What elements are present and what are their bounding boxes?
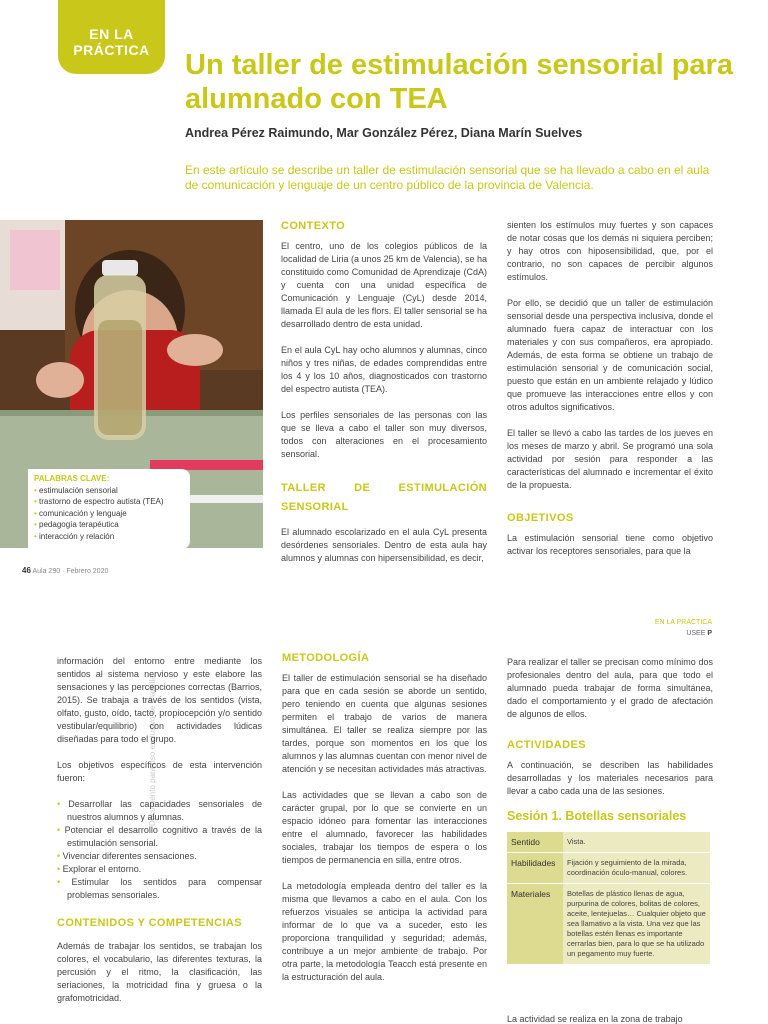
table-value: Vista. — [563, 832, 710, 853]
heading-actividades: ACTIVIDADES — [507, 739, 586, 751]
heading-contenidos: CONTENIDOS Y COMPETENCIAS — [57, 917, 243, 929]
issue-label: Aula 290 · Febrero 2020 — [32, 568, 109, 575]
running-head-sub: USEE — [686, 630, 706, 637]
table-key: Habilidades — [507, 853, 563, 884]
article-authors: Andrea Pérez Raimundo, Mar González Pérez, Diana Marín Suelves — [185, 126, 583, 140]
page2-column-3-continuation — [507, 1013, 713, 1024]
table-row — [507, 884, 710, 965]
paragraph: información del entorno entre mediante los sentidos al sistema nervioso y este elabore las sensaciones y las percepciones correctas (Barrios, 2015). Se trabaja a través de los sentidos (vista, olfato, gusto, oído, tacto, propiocepción y/o sentido vestibular/equilibrio) con actividades lúdicas diseñadas para todo el grupo. — [57, 656, 262, 744]
objective-item: • Explorar el entorno. — [57, 863, 262, 876]
paragraph: sienten los estímulos muy fuertes y son capaces de notar cosas que los demás ni siquiera perciben; y hay otros con hiposensibilidad, que, por el contrario, no son capaces de percibir algunos estímulos. — [507, 220, 713, 282]
paragraph: El alumnado escolarizado en el aula CyL presenta desórdenes sensoriales. Dentro de esta aula hay alumnos y alumnas con hipersensibilidad, es decir, — [281, 527, 487, 563]
keywords-list — [34, 485, 184, 543]
session-1-table — [507, 832, 710, 965]
section-tag-line2: PRÁCTICA — [73, 42, 150, 58]
objective-item: • Potenciar el desarrollo cognitivo a través de la estimulación sensorial. — [57, 824, 262, 850]
keyword-item: • pedagogía terapéutica — [34, 519, 184, 531]
table-row — [507, 853, 710, 884]
table-value: Botellas de plástico llenas de agua, purpurina de colores, bolitas de colores, aceite, lentejuelas… Cualquier objeto que sea llamativo a la vista. Una vez que las botellas estén llenas es importante cerrarlas bien, para lo que se ha utilizado un pegamento muy fuerte. — [563, 884, 710, 965]
heading-taller: TALLER DE ESTIMULACIÓN SENSORIAL — [281, 482, 487, 513]
section-tag-line1: EN LA — [89, 26, 134, 42]
table-key: Materiales — [507, 884, 563, 965]
keyword-item: • trastorno de espectro autista (TEA) — [34, 496, 184, 508]
running-head-letter: P — [707, 630, 712, 637]
paragraph: Los perfiles sensoriales de las personas con las que se lleva a cabo el taller son muy diversos, todos con alteraciones en el procesamiento sensorial. — [281, 410, 487, 459]
paragraph: Por ello, se decidió que un taller de estimulación sensorial desde una perspectiva inclusiva, donde el alumnado fuera capaz de interactuar con los materiales y con sus compañeros, era apropiado. Además, de esta forma se obtiene un trabajo de estimulación sensorial y de comunicación social, puesto que están en un ambiente relajado y lúdico que promueve las interacciones entre ellos y con otros adultos significativos. — [507, 298, 713, 412]
running-head-section: EN LA PRÁCTICA — [654, 619, 712, 626]
page2-column-2 — [282, 650, 487, 997]
paragraph: El taller de estimulación sensorial se ha diseñado para que en cada sesión se aborde un sentido, pero teniendo en cuenta que algunas sesiones permiten el trabajo de varios de manera simultánea. El taller se realiza siempre por las tardes, porque son momentos en los que los alumnos y las alumnas cuentan con menor nivel de atención y se necesitan actividades más atractivas. — [282, 673, 487, 774]
paragraph: Además de trabajar los sentidos, se trabajan los colores, el vocabulario, las diferentes texturas, la percusión y el ritmo, la clasificación, las seriaciones, la motricidad fina y gruesa o la grafomotricidad. — [57, 941, 262, 1003]
keyword-item: • interacción y relación — [34, 531, 184, 543]
keywords-heading: PALABRAS CLAVE: — [34, 474, 110, 483]
table-row — [507, 832, 710, 853]
objective-item: • Desarrollar las capacidades sensoriales de nuestros alumnos y alumnas. — [57, 798, 262, 824]
paragraph: En el aula CyL hay ocho alumnos y alumnas, cinco niños y tres niñas, de edades comprendidas entre los 4 y los 10 años, diagnosticados con trastorno del espectro autista (TEA). — [281, 345, 487, 394]
page-footer — [22, 566, 108, 575]
heading-contexto: CONTEXTO — [281, 220, 346, 232]
article-title: Un taller de estimulación sensorial para alumnado con TEA — [185, 49, 733, 115]
keyword-item: • comunicación y lenguaje — [34, 508, 184, 520]
page1-column-1 — [281, 218, 487, 578]
paragraph: Las actividades que se llevan a cabo son de carácter grupal, por lo que se convierte en un espacio idóneo para fomentar las interacciones entre el alumnado, favorecer las habilidades sociales, trabajar los tiempos de espera o los tiempos de permanencia en silla, entre otros. — [282, 790, 487, 865]
table-key: Sentido — [507, 832, 563, 853]
rotated-watermark-note: Documento para uso exclusivo de Plantilla — [148, 675, 157, 826]
paragraph: A continuación, se describen las habilidades desarrolladas y los materiales necesarios para llevar a cabo cada una de las sesiones. — [507, 760, 713, 796]
page-number: 46 — [22, 566, 31, 575]
keywords-box — [28, 469, 190, 549]
paragraph: El taller se llevó a cabo las tardes de los jueves en los meses de marzo y abril. Se programó una sola actividad por sesión para responder a las características del alumnado e incrementar el éxito de la propuesta. — [507, 428, 713, 490]
objective-item: • Estimular los sentidos para compensar problemas sensoriales. — [57, 876, 262, 902]
page2-column-1 — [57, 655, 262, 1018]
paragraph: La estimulación sensorial tiene como objetivo activar los receptores sensoriales, para que la — [507, 533, 713, 556]
objective-item: • Vivenciar diferentes sensaciones. — [57, 850, 262, 863]
table-value: Fijación y seguimiento de la mirada, coordinación óculo-manual, colores. — [563, 853, 710, 884]
section-tag — [58, 0, 165, 74]
paragraph: La metodología empleada dentro del taller es la misma que llevamos a cabo en el aula. Con los refuerzos visuales se anticipa la actividad para informar de lo que va a suceder, esto les proporciona tranquilidad y seguridad; además, contribuye a un mejor ambiente de trabajo. Por otra parte, la metodología Teacch está presente en la estructuración del aula. — [282, 881, 487, 982]
running-head — [655, 617, 712, 639]
paragraph: Para realizar el taller se precisan como mínimo dos profesionales dentro del aula, para que todo el alumnado pueda trabajar de forma simultánea, dado el comportamiento y el grado de afectación de algunos de ellos. — [507, 657, 713, 719]
paragraph: La actividad se realiza en la zona de trabajo — [507, 1014, 683, 1024]
heading-sesion-1: Sesión 1. Botellas sensoriales — [507, 809, 687, 823]
keyword-item: • estimulación sensorial — [34, 485, 184, 497]
page1-column-2 — [507, 219, 713, 571]
paragraph: Los objetivos específicos de esta intervención fueron: — [57, 760, 262, 783]
heading-objetivos: OBJETIVOS — [507, 512, 574, 524]
paragraph: El centro, uno de los colegios públicos de la localidad de Liria (a unos 25 km de Valencia), se ha constituido como Comunidad de Aprendizaje (CdA) y cuenta con una unidad específica de Comunicación y Lenguaje (CyL) desde 2014, llamada El aula de les flors. El taller sensorial se ha desarrollado dentro de esta unidad. — [281, 241, 487, 329]
page2-column-3 — [507, 656, 713, 832]
heading-metodologia: METODOLOGÍA — [282, 652, 370, 664]
article-lead: En este artículo se describe un taller de estimulación sensorial que se ha llevado a cabo en el aula de comunicación y lenguaje de un centro público de la provincia de Valencia. — [185, 163, 710, 192]
objectives-list — [57, 798, 262, 902]
